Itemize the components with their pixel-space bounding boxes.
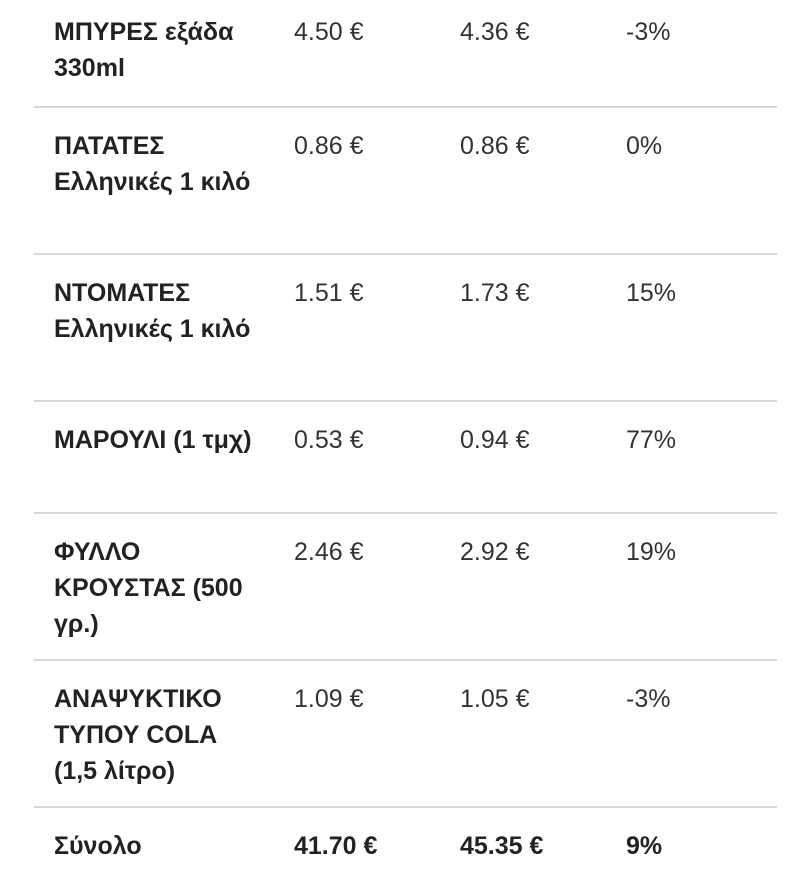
product-name: ΦΥΛΛΟ ΚΡΟΥΣΤΑΣ (500 γρ.) <box>54 538 243 638</box>
table-row <box>34 661 777 808</box>
price-change: -3% <box>626 18 671 46</box>
product-name: ΜΑΡΟΥΛΙ (1 τμχ) <box>54 426 252 454</box>
price-old: 2.46 € <box>294 538 364 566</box>
total-price-old: 41.70 € <box>294 832 378 860</box>
price-new: 4.36 € <box>460 18 530 46</box>
price-new: 0.94 € <box>460 426 530 454</box>
product-name: ΝΤΟΜΑΤΕΣ Ελληνικές 1 κιλό <box>54 279 251 343</box>
total-label: Σύνολο <box>54 832 142 860</box>
price-change: 0% <box>626 132 663 160</box>
price-change: 77% <box>626 426 677 454</box>
table-row <box>34 108 777 255</box>
price-new: 0.86 € <box>460 132 530 160</box>
price-change: 19% <box>626 538 677 566</box>
total-change: 9% <box>626 832 663 860</box>
total-row <box>34 808 777 874</box>
table-row <box>34 514 777 661</box>
table-row <box>34 402 777 514</box>
product-name: ΜΠΥΡΕΣ εξάδα 330ml <box>54 18 234 82</box>
product-name: ΠΑΤΑΤΕΣ Ελληνικές 1 κιλό <box>54 132 251 196</box>
table-row <box>34 0 777 108</box>
price-new: 2.92 € <box>460 538 530 566</box>
price-table <box>34 0 777 874</box>
price-old: 0.86 € <box>294 132 364 160</box>
total-price-new: 45.35 € <box>460 832 544 860</box>
table-row <box>34 255 777 402</box>
price-new: 1.73 € <box>460 279 530 307</box>
price-change: -3% <box>626 685 671 713</box>
price-old: 1.09 € <box>294 685 364 713</box>
price-old: 4.50 € <box>294 18 364 46</box>
price-new: 1.05 € <box>460 685 530 713</box>
price-change: 15% <box>626 279 677 307</box>
price-old: 1.51 € <box>294 279 364 307</box>
product-name: ΑΝΑΨΥΚΤΙΚΟ ΤΥΠΟΥ COLA (1,5 λίτρο) <box>54 685 222 785</box>
price-old: 0.53 € <box>294 426 364 454</box>
